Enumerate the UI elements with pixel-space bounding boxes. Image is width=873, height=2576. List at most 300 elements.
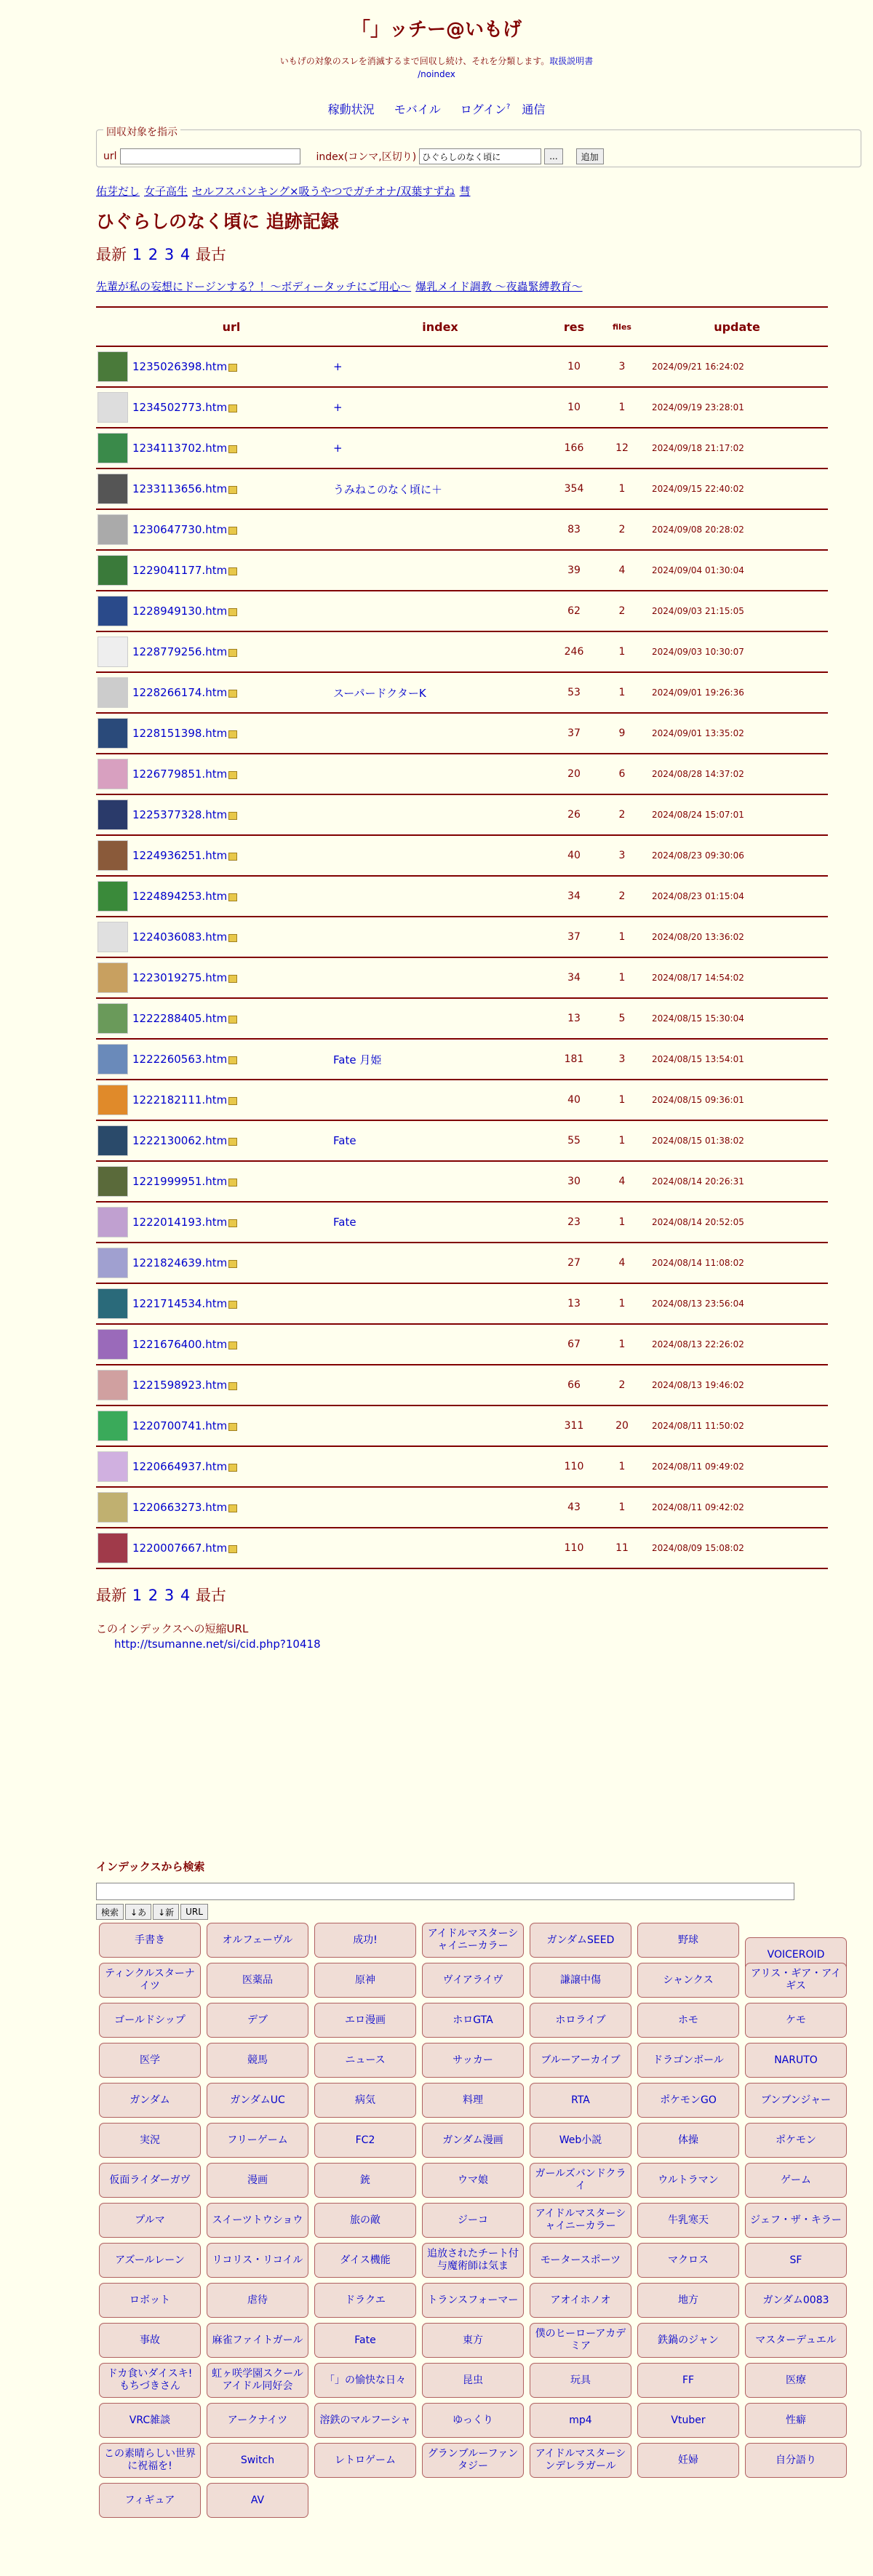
thread-link[interactable]: 1223019275.htm [132,971,228,984]
index-tag-button[interactable]: 医学 [99,2043,201,2078]
short-url-link[interactable]: http://tsumanne.net/si/cid.php?10418 [114,1638,321,1651]
index-tag-button[interactable]: ロボット [99,2283,201,2318]
thread-link[interactable]: 1221714534.htm [132,1297,228,1310]
index-tag-button[interactable]: NARUTO [745,2043,847,2078]
index-cell[interactable] [330,754,550,794]
index-more-button[interactable]: ... [544,148,562,164]
thumbnail-image[interactable] [97,677,128,708]
pager-page-1[interactable]: 1 [132,1587,143,1604]
url-cell [132,1039,330,1080]
pager-page-3[interactable]: 3 [164,246,175,263]
index-cell[interactable]: Fate 月姫 [330,1039,550,1080]
thumbnail-image[interactable] [97,1492,128,1523]
noindex-link[interactable]: /noindex [418,69,455,79]
url-button[interactable]: URL [180,1904,208,1920]
index-tag-button[interactable]: アイドルマスターシャイニーカラー [422,1923,524,1958]
thread-link[interactable]: 1220664937.htm [132,1460,228,1473]
search-button[interactable]: 検索 [96,1904,124,1920]
index-tag-button[interactable]: 原神 [314,1963,416,1998]
index-cell[interactable] [330,1161,550,1202]
index-tag-button[interactable]: この素晴らしい世界に祝福を! [99,2443,201,2478]
index-tag-button[interactable]: ゴールドシップ [99,2003,201,2038]
table-row [96,428,828,468]
table-row [96,468,828,509]
index-cell[interactable] [330,509,550,550]
index-tag-button[interactable]: アークナイツ [207,2403,308,2438]
index-tag-button[interactable]: ブルーアーカイブ [530,2043,631,2078]
res-cell: 30 [550,1161,598,1202]
thread-link[interactable]: 1230647730.htm [132,523,228,536]
index-tag-button[interactable]: リコリス・リコイル [207,2243,308,2278]
nav-login[interactable] [461,103,511,116]
index-tag-button[interactable]: デブ [207,2003,308,2038]
index-tag-button[interactable]: ジーコ [422,2203,524,2238]
tag-link[interactable]: セルフスパンキング×吸うやつでガチオナ/双葉すずね [192,185,455,198]
index-tag-button[interactable]: ポケモンGO [637,2083,739,2118]
update-cell: 2024/09/01 13:35:02 [646,713,828,754]
pager-first: 最新 [96,246,127,263]
url-cell [132,1161,330,1202]
url-cell [132,1324,330,1365]
index-tag-button[interactable]: VRC雑談 [99,2403,201,2438]
index-tag-button[interactable]: ニュース [314,2043,416,2078]
thumbnail-image[interactable] [97,1207,128,1237]
thread-link[interactable]: 1229041177.htm [132,564,228,577]
res-cell: 23 [550,1202,598,1243]
index-tag-button[interactable]: オルフェーヴル [207,1923,308,1958]
index-tag-button[interactable]: マスターデュエル [745,2323,847,2358]
url-cell [132,1243,330,1283]
index-tag-button[interactable]: 玩具 [530,2363,631,2398]
table-row [96,835,828,876]
thread-link[interactable]: 1235026398.htm [132,360,228,373]
archive-icon [228,1056,237,1064]
update-cell: 2024/09/03 10:30:07 [646,631,828,672]
thumbnail-image[interactable] [97,1533,128,1563]
index-tag-button[interactable]: フィギュア [99,2483,201,2518]
index-cell[interactable]: Fate [330,1120,550,1161]
thumbnail-cell [96,1365,132,1405]
index-cell[interactable] [330,1243,550,1283]
manual-link[interactable]: 取扱説明書 [549,56,594,66]
index-cell[interactable] [330,794,550,835]
tagline-text: いもげの対象のスレを消滅するまで回収し続け、それを分類します。 [279,56,550,66]
thread-link[interactable]: 1221824639.htm [132,1256,228,1269]
index-tag-button[interactable]: マクロス [637,2243,739,2278]
pager-first: 最新 [96,1587,127,1604]
thumbnail-image[interactable] [97,555,128,586]
index-cell[interactable]: スーパードクターK [330,672,550,713]
thumbnail-image[interactable] [97,1166,128,1197]
nav-comms[interactable]: 通信 [522,103,546,116]
thumbnail-cell [96,713,132,754]
res-cell: 10 [550,387,598,428]
index-cell[interactable] [330,1324,550,1365]
update-cell: 2024/08/15 13:54:01 [646,1039,828,1080]
index-tag-button[interactable]: モータースポーツ [530,2243,631,2278]
archive-icon [228,1260,237,1268]
thumbnail-image[interactable] [97,1329,128,1360]
index-tag-button[interactable]: 追放されたチート付与魔術師は気ま [422,2243,524,2278]
thread-link[interactable]: 1222014193.htm [132,1216,228,1229]
files-cell: 6 [598,754,646,794]
index-tag-button[interactable]: 鉄鍋のジャン [637,2323,739,2358]
index-tag-button[interactable]: 牛乳寒天 [637,2203,739,2238]
index-cell[interactable] [330,631,550,672]
url-label: url [103,151,117,162]
thread-link[interactable]: 1225377328.htm [132,808,228,821]
table-row [96,998,828,1039]
related-link[interactable]: 先輩が私の妄想にドージンする？！〜ボディータッチにご用心〜 [96,280,412,293]
index-tag-button[interactable]: ブンブンジャー [745,2083,847,2118]
index-tag-button[interactable]: ジェフ・ザ・キラー [745,2203,847,2238]
thumbnail-image[interactable] [97,799,128,830]
index-tag-button[interactable]: アイドルマスターシャイニーカラー [530,2203,631,2238]
table-row [96,631,828,672]
pager-page-4[interactable]: 4 [180,1587,191,1604]
thread-link[interactable]: 1222288405.htm [132,1012,228,1025]
thumbnail-image[interactable] [97,1411,128,1441]
pager-page-1[interactable]: 1 [132,246,143,263]
pager-top [96,243,226,265]
index-tag-button[interactable]: 成功! [314,1923,416,1958]
url-cell [132,591,330,631]
index-input[interactable] [419,148,541,164]
index-tag-button[interactable]: ホロライブ [530,2003,631,2038]
thumbnail-image[interactable] [97,1248,128,1278]
thread-link[interactable]: 1234113702.htm [132,442,228,455]
index-tag-button[interactable]: 自分語り [745,2443,847,2478]
archive-icon [228,730,237,738]
thread-link[interactable]: 1224036083.htm [132,930,228,944]
thumbnail-image[interactable] [97,962,128,993]
url-cell [132,1202,330,1243]
thread-link[interactable]: 1228949130.htm [132,605,228,618]
thread-link[interactable]: 1222182111.htm [132,1093,228,1106]
thumbnail-image[interactable] [97,1288,128,1319]
archive-icon [228,771,237,779]
index-tag-button[interactable]: 医療 [745,2363,847,2398]
thumb-header [96,307,132,346]
files-cell: 2 [598,591,646,631]
thumbnail-image[interactable] [97,881,128,912]
archive-icon [228,1464,237,1472]
index-tag-button[interactable]: トランスフォーマー [422,2283,524,2318]
index-tag-button[interactable]: Fate [314,2323,416,2358]
thread-link[interactable]: 1220700741.htm [132,1419,228,1432]
update-cell: 2024/08/15 01:38:02 [646,1120,828,1161]
thumbnail-cell [96,876,132,917]
index-tag-button[interactable]: サッカー [422,2043,524,2078]
thumbnail-cell [96,631,132,672]
table-row [96,876,828,917]
thread-link[interactable]: 1220663273.htm [132,1501,228,1514]
index-tag-button[interactable]: ドラゴンボール [637,2043,739,2078]
index-tag-button[interactable]: 競馬 [207,2043,308,2078]
index-tag-button[interactable]: ウルトラマン [637,2163,739,2198]
pager-page-2[interactable]: 2 [148,246,159,263]
update-cell: 2024/09/19 23:28:01 [646,387,828,428]
index-tag-button[interactable]: ウマ娘 [422,2163,524,2198]
index-cell[interactable] [330,957,550,998]
index-label: index(コンマ,区切り) [316,151,417,163]
tag-link[interactable]: 彗 [459,185,471,198]
files-cell: 1 [598,1080,646,1120]
index-tag-button[interactable]: 料理 [422,2083,524,2118]
thumbnail-image[interactable] [97,596,128,626]
thumbnail-image[interactable] [97,1003,128,1034]
nav-mobile[interactable]: モバイル [394,103,441,116]
url-cell [132,346,330,387]
archive-icon [228,1016,237,1024]
thumbnail-image[interactable] [97,759,128,789]
thumbnail-image[interactable] [97,718,128,749]
url-cell [132,509,330,550]
res-cell: 40 [550,1080,598,1120]
add-button[interactable]: 追加 [576,148,604,164]
thumbnail-cell [96,754,132,794]
index-tag-button[interactable]: FF [637,2363,739,2398]
url-cell [132,1487,330,1528]
index-tag-button[interactable]: 東方 [422,2323,524,2358]
thumbnail-cell [96,1528,132,1568]
index-tag-button[interactable]: アズールレーン [99,2243,201,2278]
index-cell[interactable]: Fate [330,1202,550,1243]
thumbnail-cell [96,550,132,591]
thumbnail-image[interactable] [97,392,128,423]
index-tag-button[interactable]: ゆっくり [422,2403,524,2438]
index-tag-button[interactable]: VOICEROID [745,1937,847,1972]
index-tag-button[interactable]: mp4 [530,2403,631,2438]
thumbnail-image[interactable] [97,474,128,504]
index-tag-button[interactable]: ポケモン [745,2123,847,2158]
sort-new-button[interactable]: ↓新 [153,1904,179,1920]
thread-link[interactable]: 1221676400.htm [132,1338,228,1351]
thumbnail-cell [96,998,132,1039]
update-cell: 2024/09/01 19:26:36 [646,672,828,713]
index-tag-button[interactable]: ゲーム [745,2163,847,2198]
update-cell: 2024/08/13 22:26:02 [646,1324,828,1365]
index-cell[interactable] [330,1405,550,1446]
index-tag-button[interactable]: 医薬品 [207,1963,308,1998]
res-cell: 13 [550,1283,598,1324]
thumbnail-image[interactable] [97,1451,128,1482]
index-tag-button[interactable]: ホロGTA [422,2003,524,2038]
index-tag-button[interactable]: FC2 [314,2123,416,2158]
index-tag-button[interactable]: 性癖 [745,2403,847,2438]
index-tag-button[interactable]: 麻雀ファイトガール [207,2323,308,2358]
thumbnail-image[interactable] [97,1125,128,1156]
thumbnail-cell [96,1243,132,1283]
index-tag-button[interactable]: ガールズバンドクライ [530,2163,631,2198]
index-tag-button[interactable]: 事故 [99,2323,201,2358]
index-tag-button[interactable]: 地方 [637,2283,739,2318]
table-row [96,1243,828,1283]
index-search-input[interactable] [96,1883,794,1900]
files-cell: 1 [598,1324,646,1365]
index-cell[interactable] [330,1080,550,1120]
pager-page-2[interactable]: 2 [148,1587,159,1604]
index-tag-button[interactable]: エロ漫画 [314,2003,416,2038]
index-cell[interactable]: + [330,428,550,468]
res-cell: 66 [550,1365,598,1405]
files-cell: 1 [598,1487,646,1528]
index-tag-button[interactable]: ケモ [745,2003,847,2038]
index-tag-button[interactable]: ティンクルスターナイツ [99,1963,201,1998]
index-cell[interactable] [330,917,550,957]
index-tag-button[interactable]: 銃 [314,2163,416,2198]
index-cell[interactable] [330,1446,550,1487]
index-cell[interactable]: + [330,346,550,387]
table-row [96,957,828,998]
index-cell[interactable] [330,591,550,631]
thumbnail-image[interactable] [97,351,128,382]
update-cell: 2024/08/23 01:15:04 [646,876,828,917]
url-cell [132,387,330,428]
index-tag-button[interactable]: AV [207,2483,308,2518]
update-cell: 2024/08/23 09:30:06 [646,835,828,876]
index-tag-button[interactable]: Switch [207,2443,308,2478]
index-cell[interactable]: うみねこのなく頃に＋ [330,468,550,509]
archive-icon [228,527,237,535]
index-tag-button[interactable]: 体操 [637,2123,739,2158]
update-cell: 2024/09/08 20:28:02 [646,509,828,550]
index-tag-button[interactable]: アイドルマスターシンデレラガール [530,2443,631,2478]
index-tag-button[interactable]: フリーゲーム [207,2123,308,2158]
thread-link[interactable]: 1222130062.htm [132,1134,228,1147]
res-cell: 83 [550,509,598,550]
index-tag-button[interactable]: 僕のヒーローアカデミア [530,2323,631,2358]
index-cell[interactable] [330,713,550,754]
index-tag-button[interactable]: Web小説 [530,2123,631,2158]
url-input[interactable] [120,148,300,164]
index-tag-button[interactable]: ドカ食いダイスキ! もちづきさん [99,2363,201,2398]
sort-kana-button[interactable]: ↓あ [125,1904,151,1920]
table-row [96,1202,828,1243]
table-row [96,1365,828,1405]
nav-status[interactable]: 稼動状況 [327,103,375,116]
pager-page-4[interactable]: 4 [180,246,191,263]
files-cell: 12 [598,428,646,468]
thread-link[interactable]: 1226779851.htm [132,767,228,781]
index-cell[interactable] [330,835,550,876]
thread-link[interactable]: 1221999951.htm [132,1175,228,1188]
thumbnail-cell [96,428,132,468]
index-tag-button[interactable]: 病気 [314,2083,416,2118]
archive-icon [228,1545,237,1553]
thumbnail-image[interactable] [97,1370,128,1400]
url-cell [132,998,330,1039]
index-tag-button[interactable]: グランブルーファンタジー [422,2443,524,2478]
index-cell[interactable] [330,1283,550,1324]
index-tag-button[interactable]: レトロゲーム [314,2443,416,2478]
files-cell: 2 [598,876,646,917]
table-row [96,346,828,387]
thread-link[interactable]: 1228779256.htm [132,645,228,658]
thread-link[interactable]: 1228151398.htm [132,727,228,740]
table-row [96,1120,828,1161]
index-tag-button[interactable]: 妊婦 [637,2443,739,2478]
index-tag-button[interactable]: 野球 [637,1923,739,1958]
thumbnail-image[interactable] [97,1085,128,1115]
index-tag-button[interactable]: ドラクエ [314,2283,416,2318]
related-link[interactable]: 爆乳メイド調教 〜夜蟲緊縛教育〜 [415,280,583,293]
thumbnail-image[interactable] [97,514,128,545]
page-title: ひぐらしのなく頃に 追跡記録 [96,211,339,232]
thumbnail-image[interactable] [97,922,128,952]
thumbnail-image[interactable] [97,840,128,871]
index-tag-button[interactable]: 旅の敵 [314,2203,416,2238]
index-tag-button[interactable]: アリス・ギア・アイギス [745,1963,847,1998]
index-tag-button[interactable]: 謙譲中傷 [530,1963,631,1998]
index-cell[interactable] [330,1487,550,1528]
index-tag-button[interactable]: ガンダムSEED [530,1923,631,1958]
thread-link[interactable]: 1224936251.htm [132,849,228,862]
index-tag-button[interactable]: ヴイアライヴ [422,1963,524,1998]
index-tag-button[interactable]: シャンクス [637,1963,739,1998]
index-cell[interactable] [330,1528,550,1568]
thread-link[interactable]: 1228266174.htm [132,686,228,699]
thumbnail-cell [96,1324,132,1365]
thread-link[interactable]: 1222260563.htm [132,1053,228,1066]
tag-link[interactable]: 女子高生 [144,185,188,198]
index-cell[interactable]: + [330,387,550,428]
thread-link[interactable]: 1233113656.htm [132,482,228,495]
index-tag-button[interactable]: 「」の愉快な日々 [314,2363,416,2398]
index-tag-button[interactable]: ガンダム漫画 [422,2123,524,2158]
thread-link[interactable]: 1221598923.htm [132,1379,228,1392]
index-tag-button[interactable]: 漫画 [207,2163,308,2198]
index-tag-button[interactable]: スイーツトウショウ [207,2203,308,2238]
res-cell: 110 [550,1528,598,1568]
index-tag-button[interactable]: 仮面ライダーガヴ [99,2163,201,2198]
pager-page-3[interactable]: 3 [164,1587,175,1604]
thumbnail-image[interactable] [97,1044,128,1074]
index-tag-button[interactable]: Vtuber [637,2403,739,2438]
index-tag-button[interactable]: ホモ [637,2003,739,2038]
index-cell[interactable] [330,998,550,1039]
thumbnail-image[interactable] [97,637,128,667]
files-cell: 1 [598,957,646,998]
index-tag-button[interactable]: SF [745,2243,847,2278]
index-tag-button[interactable]: ガンダム [99,2083,201,2118]
index-tag-button[interactable]: ガンダム0083 [745,2283,847,2318]
index-tag-button[interactable]: 実況 [99,2123,201,2158]
index-tag-button[interactable]: ダイス機能 [314,2243,416,2278]
index-tag-button[interactable]: 手書き [99,1923,201,1958]
index-tag-button[interactable]: 虹ヶ咲学園スクールアイドル同好会 [207,2363,308,2398]
index-tag-button[interactable]: アオイホノオ [530,2283,631,2318]
archive-icon [228,812,237,820]
index-cell[interactable] [330,876,550,917]
index-tag-button[interactable]: 昆虫 [422,2363,524,2398]
archive-icon [228,364,237,372]
thread-link[interactable]: 1224894253.htm [132,890,228,903]
index-cell[interactable] [330,550,550,591]
res-cell: 37 [550,713,598,754]
update-cell: 2024/08/15 09:36:01 [646,1080,828,1120]
index-tag-button[interactable]: RTA [530,2083,631,2118]
thumbnail-image[interactable] [97,433,128,463]
index-cell[interactable] [330,1365,550,1405]
tag-link[interactable]: 佑芽だし [96,185,140,198]
thread-link[interactable]: 1234502773.htm [132,401,228,414]
index-tag-button[interactable]: 虐待 [207,2283,308,2318]
index-tag-button[interactable]: プルマ [99,2203,201,2238]
index-tag-button[interactable]: 溶鉄のマルフーシャ [314,2403,416,2438]
thread-link[interactable]: 1220007667.htm [132,1542,228,1555]
index-tag-button[interactable]: ガンダムUC [207,2083,308,2118]
